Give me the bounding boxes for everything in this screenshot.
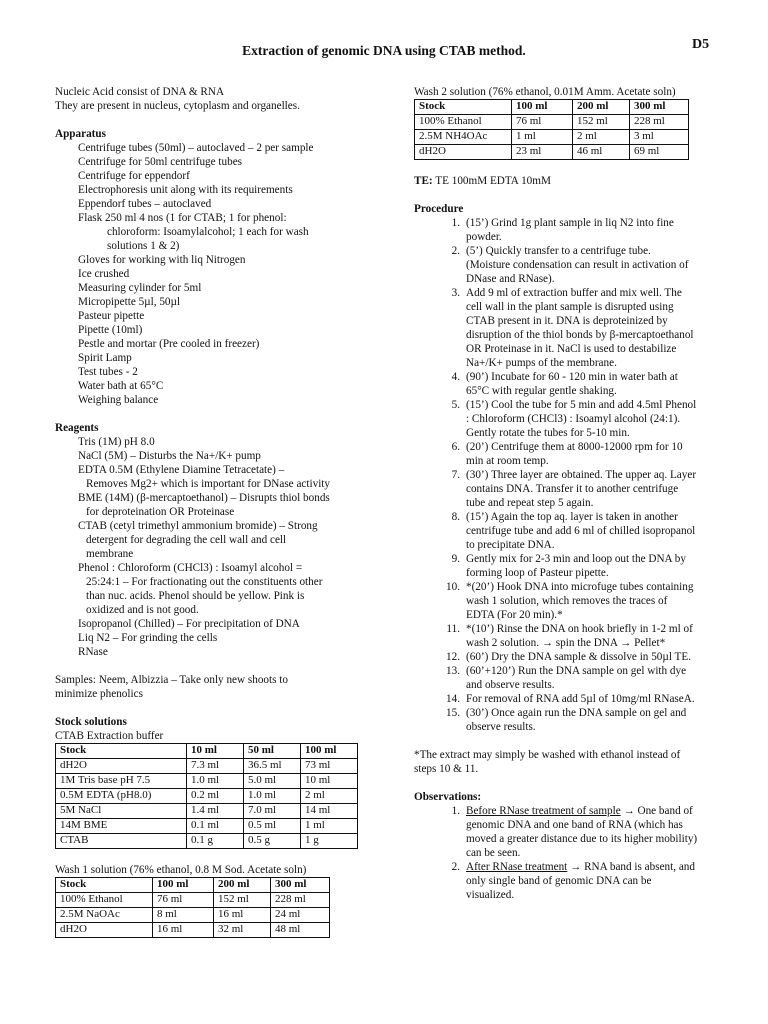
observation-item: [414, 860, 730, 902]
step-text: [466, 664, 730, 692]
list-item: Electrophoresis unit along with its requirements: [78, 184, 293, 196]
step-text: [466, 468, 730, 510]
intro-line: Nucleic Acid consist of DNA & RNA: [55, 86, 225, 98]
table-cell: 16 ml: [214, 908, 271, 923]
table-cell: 1.0 ml: [187, 774, 244, 789]
step-number: 15.: [446, 707, 460, 719]
step-line: (90’) Incubate for 60 - 120 min in water bath at: [466, 371, 678, 383]
list-item: Pipette (10ml): [78, 324, 143, 336]
step-number: 12.: [446, 651, 460, 663]
step-number: 10.: [446, 581, 460, 593]
table-cell: 0.5M EDTA (pH8.0): [56, 789, 187, 804]
table-row: [56, 819, 358, 834]
table-row: [415, 100, 689, 115]
list-item: detergent for degrading the cell wall and cell: [86, 534, 287, 546]
step-line: OR Proteinase in it. NaCl is used to destabilize: [466, 343, 677, 355]
step-line: DNase and RNase).: [466, 273, 555, 285]
table-cell: 100 ml: [301, 744, 358, 759]
step-line: Gently mix for 2-3 min and loop out the DNA by: [466, 553, 686, 565]
step-number: 5.: [451, 399, 460, 411]
list-item: Removes Mg2+ which is important for DNase activity: [86, 478, 331, 490]
table-row: [415, 115, 689, 130]
list-item: solutions 1 & 2): [107, 240, 180, 252]
observations-list: [414, 804, 730, 902]
table-cell: 2.5M NaOAc: [56, 908, 153, 923]
observation-line-text: can be seen.: [466, 847, 521, 859]
reagents-heading: Reagents: [55, 422, 99, 434]
step-number: 4.: [451, 371, 460, 383]
observation-line: [466, 846, 730, 860]
step-line: 65°C with regular gentle shaking.: [466, 385, 617, 397]
step-line: min at room temp.: [466, 455, 549, 467]
step-line: (15’) Grind 1g plant sample in liq N2 into fine: [466, 217, 674, 229]
table-cell: 2.5M NH4OAc: [415, 130, 512, 145]
table-cell: 36.5 ml: [244, 759, 301, 774]
samples-line: Samples: Neem, Albizzia – Take only new shoots to: [55, 674, 288, 686]
step-number: 8.: [451, 511, 460, 523]
table-row: [56, 744, 358, 759]
observation-line-text: visualized.: [466, 889, 515, 901]
list-item: Centrifuge for eppendorf: [78, 170, 190, 182]
list-item: Centrifuge for 50ml centrifuge tubes: [78, 156, 243, 168]
observation-number: 2.: [451, 861, 460, 873]
table-cell: 1 ml: [512, 130, 573, 145]
observation-line: [466, 804, 730, 818]
table-cell: 32 ml: [214, 923, 271, 938]
step-line: CTAB present in it. DNA is deproteinized by: [466, 315, 668, 327]
left-column: [55, 85, 375, 938]
step-line: cell wall in the plant sample is disrupted using: [466, 301, 674, 313]
step-line: Add 9 ml of extraction buffer and mix well. The: [466, 287, 682, 299]
list-item: Phenol : Chloroform (CHCl3) : Isoamyl alcohol =: [78, 562, 303, 574]
step-number: 9.: [451, 553, 460, 565]
table-row: [56, 908, 330, 923]
step-line: Gently rotate the tubes for 5-10 min.: [466, 427, 630, 439]
procedure-list: [414, 216, 730, 734]
ctab-caption: CTAB Extraction buffer: [55, 730, 164, 742]
step-text: [466, 510, 730, 552]
procedure-step: [414, 216, 730, 244]
table-cell: 23 ml: [512, 145, 573, 160]
table-row: [56, 774, 358, 789]
list-item: Isopropanol (Chilled) – For precipitation of DNA: [78, 618, 300, 630]
table-cell: 5.0 ml: [244, 774, 301, 789]
step-line: (5’) Quickly transfer to a centrifuge tube.: [466, 245, 651, 257]
step-line: observe results.: [466, 721, 536, 733]
step-line: wash 2 solution. → spin the DNA → Pellet*: [466, 637, 666, 649]
list-item: RNase: [78, 646, 108, 658]
observation-text: [466, 804, 730, 860]
procedure-step: [414, 398, 730, 440]
list-item: Centrifuge tubes (50ml) – autoclaved – 2 per sample: [78, 142, 314, 154]
observation-text: [466, 860, 730, 902]
procedure-step: [414, 552, 730, 580]
table-cell: 10 ml: [187, 744, 244, 759]
step-line: (30’) Once again run the DNA sample on gel and: [466, 707, 687, 719]
observation-line-text: → One band of: [620, 805, 693, 817]
step-text: [466, 622, 730, 650]
list-item: Micropipette 5µl, 50µl: [78, 296, 181, 308]
list-item: Pasteur pipette: [78, 310, 145, 322]
table-cell: Stock: [415, 100, 512, 115]
table-cell: 5M NaCl: [56, 804, 187, 819]
table-cell: 76 ml: [153, 893, 214, 908]
list-item: chloroform: Isoamylalcohol; 1 each for wash: [107, 226, 309, 238]
table-cell: dH2O: [415, 145, 512, 160]
step-line: (15’) Cool the tube for 5 min and add 4.5ml Phenol: [466, 399, 697, 411]
procedure-step: [414, 664, 730, 692]
list-item: NaCl (5M) – Disturbs the Na+/K+ pump: [78, 450, 261, 462]
observation-line-text: only single band of genomic DNA can be: [466, 875, 652, 887]
table-cell: 0.1 ml: [187, 819, 244, 834]
step-line: (60’) Dry the DNA sample & dissolve in 50µl TE.: [466, 651, 691, 663]
table-row: [56, 878, 330, 893]
step-number: 11.: [446, 623, 460, 635]
step-line: *(10’) Rinse the DNA on hook briefly in 1-2 ml of: [466, 623, 693, 635]
procedure-step: [414, 510, 730, 552]
list-item: membrane: [86, 548, 134, 560]
wash1-table: [55, 877, 330, 938]
table-cell: 2 ml: [573, 130, 630, 145]
table-cell: 100% Ethanol: [56, 893, 153, 908]
procedure-step: [414, 286, 730, 370]
table-cell: 14 ml: [301, 804, 358, 819]
list-item: Eppendorf tubes – autoclaved: [78, 198, 212, 210]
te-label: TE:: [414, 175, 433, 187]
step-number: 7.: [451, 469, 460, 481]
procedure-step: [414, 706, 730, 734]
table-cell: dH2O: [56, 923, 153, 938]
list-item: Spirit Lamp: [78, 352, 132, 364]
table-cell: CTAB: [56, 834, 187, 849]
table-row: [415, 145, 689, 160]
list-item: Water bath at 65°C: [78, 380, 164, 392]
table-cell: 152 ml: [214, 893, 271, 908]
footnote-line: steps 10 & 11.: [414, 763, 479, 775]
step-text: [466, 580, 730, 622]
list-item: oxidized and is not good.: [86, 604, 199, 616]
list-item: Gloves for working with liq Nitrogen: [78, 254, 246, 266]
procedure-step: [414, 622, 730, 650]
step-text: [466, 398, 730, 440]
observation-line-text: moved a greater distance due to its higher mobility): [466, 833, 698, 845]
list-item: Weighing balance: [78, 394, 159, 406]
samples-line: minimize phenolics: [55, 688, 143, 700]
step-line: : Chloroform (CHCl3) : Isoamyl alcohol (24:1).: [466, 413, 681, 425]
step-line: (20’) Centrifuge them at 8000-12000 rpm for 10: [466, 441, 683, 453]
step-line: (Moisture condensation can result in activation of: [466, 259, 689, 271]
table-cell: 24 ml: [271, 908, 330, 923]
table-cell: 300 ml: [271, 878, 330, 893]
list-item: EDTA 0.5M (Ethylene Diamine Tetracetate) –: [78, 464, 285, 476]
table-cell: 200 ml: [214, 878, 271, 893]
step-text: [466, 244, 730, 286]
table-cell: 14M BME: [56, 819, 187, 834]
table-cell: 69 ml: [630, 145, 689, 160]
table-cell: 1 ml: [301, 819, 358, 834]
step-text: [466, 370, 730, 398]
table-row: [56, 804, 358, 819]
step-line: EDTA (For 20 min).*: [466, 609, 563, 621]
step-number: 14.: [446, 693, 460, 705]
table-cell: 200 ml: [573, 100, 630, 115]
observations-heading: Observations:: [414, 791, 482, 803]
table-cell: 46 ml: [573, 145, 630, 160]
table-cell: Stock: [56, 878, 153, 893]
footnote-line: *The extract may simply be washed with ethanol instead of: [414, 749, 681, 761]
step-line: and observe results.: [466, 679, 555, 691]
list-item: Test tubes - 2: [78, 366, 138, 378]
table-row: [415, 130, 689, 145]
step-text: [466, 692, 730, 706]
table-cell: 1M Tris base pH 7.5: [56, 774, 187, 789]
list-item: Pestle and mortar (Pre cooled in freezer): [78, 338, 260, 350]
step-number: 1.: [451, 217, 460, 229]
observation-line: [466, 874, 730, 888]
list-item: Flask 250 ml 4 nos (1 for CTAB; 1 for phenol:: [78, 212, 287, 224]
step-text: [466, 286, 730, 370]
observation-line: [466, 818, 730, 832]
observation-line-text: → RNA band is absent, and: [567, 861, 695, 873]
procedure-step: [414, 468, 730, 510]
table-row: [56, 789, 358, 804]
table-cell: 152 ml: [573, 115, 630, 130]
table-cell: 10 ml: [301, 774, 358, 789]
table-cell: 0.5 ml: [244, 819, 301, 834]
table-row: [56, 893, 330, 908]
table-cell: 8 ml: [153, 908, 214, 923]
table-cell: Stock: [56, 744, 187, 759]
list-item: Ice crushed: [78, 268, 130, 280]
document-title: Extraction of genomic DNA using CTAB method.: [242, 43, 526, 58]
step-number: 13.: [446, 665, 460, 677]
step-line: wash 1 solution, which removes the traces of: [466, 595, 668, 607]
table-cell: 16 ml: [153, 923, 214, 938]
step-line: forming loop of Pasteur pipette.: [466, 567, 609, 579]
list-item: Liq N2 – For grinding the cells: [78, 632, 218, 644]
table-cell: 0.2 ml: [187, 789, 244, 804]
document-code: D5: [692, 37, 710, 52]
list-item: Tris (1M) pH 8.0: [78, 436, 155, 448]
step-line: (60’+120’) Run the DNA sample on gel with dye: [466, 665, 687, 677]
table-cell: dH2O: [56, 759, 187, 774]
step-number: 2.: [451, 245, 460, 257]
wash1-caption: Wash 1 solution (76% ethanol, 0.8 M Sod. Acetate soln): [55, 864, 307, 876]
procedure-step: [414, 244, 730, 286]
step-line: to precipitate DNA.: [466, 539, 555, 551]
list-item: than nuc. acids. Phenol should be yellow. Pink is: [86, 590, 305, 602]
table-cell: 76 ml: [512, 115, 573, 130]
procedure-step: [414, 692, 730, 706]
list-item: Measuring cylinder for 5ml: [78, 282, 202, 294]
step-line: Na+/K+ pumps of the membrane.: [466, 357, 617, 369]
step-text: [466, 650, 730, 664]
observation-item: [414, 804, 730, 860]
step-text: [466, 440, 730, 468]
step-line: disruption of the thiol bonds by β-mercaptoethanol: [466, 329, 694, 341]
table-cell: 1.0 ml: [244, 789, 301, 804]
observation-number: 1.: [451, 805, 460, 817]
list-item: 25:24:1 – For fractionating out the constituents other: [86, 576, 323, 588]
table-cell: 3 ml: [630, 130, 689, 145]
table-cell: 100 ml: [153, 878, 214, 893]
table-cell: 300 ml: [630, 100, 689, 115]
procedure-heading: Procedure: [414, 203, 464, 215]
step-text: [466, 216, 730, 244]
wash2-table: [414, 99, 689, 160]
table-cell: 7.3 ml: [187, 759, 244, 774]
table-cell: 1 g: [301, 834, 358, 849]
step-line: contains DNA. Transfer it to another centrifuge: [466, 483, 679, 495]
list-item: CTAB (cetyl trimethyl ammonium bromide) – Strong: [78, 520, 318, 532]
table-row: [56, 759, 358, 774]
table-cell: 2 ml: [301, 789, 358, 804]
te-line: [414, 174, 730, 188]
step-line: For removal of RNA add 5µl of 10mg/ml RNaseA.: [466, 693, 695, 705]
step-line: tube and repeat step 5 again.: [466, 497, 594, 509]
table-cell: 228 ml: [630, 115, 689, 130]
procedure-step: [414, 440, 730, 468]
step-text: [466, 552, 730, 580]
observation-line-text: genomic DNA and one band of RNA (which has: [466, 819, 683, 831]
table-cell: 228 ml: [271, 893, 330, 908]
procedure-step: [414, 650, 730, 664]
table-cell: 0.5 g: [244, 834, 301, 849]
step-line: *(20’) Hook DNA into microfuge tubes containing: [466, 581, 694, 593]
step-number: 6.: [451, 441, 460, 453]
table-cell: 1.4 ml: [187, 804, 244, 819]
reagents-list: [55, 435, 375, 659]
table-cell: 48 ml: [271, 923, 330, 938]
observation-label: After RNase treatment: [466, 861, 568, 873]
table-cell: 100 ml: [512, 100, 573, 115]
step-number: 3.: [451, 287, 460, 299]
table-row: [56, 923, 330, 938]
procedure-step: [414, 370, 730, 398]
table-cell: 0.1 g: [187, 834, 244, 849]
stock-solutions-heading: Stock solutions: [55, 716, 127, 728]
ctab-table: [55, 743, 358, 849]
apparatus-list: [55, 141, 375, 407]
step-line: powder.: [466, 231, 502, 243]
step-line: (30’) Three layer are obtained. The upper aq. Layer: [466, 469, 697, 481]
step-line: (15’) Again the top aq. layer is taken in another: [466, 511, 678, 523]
step-text: [466, 706, 730, 734]
observation-line: [466, 832, 730, 846]
wash2-caption: Wash 2 solution (76% ethanol, 0.01M Amm. Acetate soln): [414, 86, 676, 98]
table-row: [56, 834, 358, 849]
observation-line: [466, 860, 730, 874]
table-cell: 50 ml: [244, 744, 301, 759]
intro-line: They are present in nucleus, cytoplasm and organelles.: [55, 100, 300, 112]
table-cell: 7.0 ml: [244, 804, 301, 819]
step-line: centrifuge tube and add 6 ml of chilled isopropanol: [466, 525, 696, 537]
te-value: TE 100mM EDTA 10mM: [435, 175, 551, 187]
observation-label: Before RNase treatment of sample: [466, 805, 621, 817]
table-cell: 73 ml: [301, 759, 358, 774]
observation-line: [466, 888, 730, 902]
apparatus-heading: Apparatus: [55, 128, 106, 140]
list-item: BME (14M) (β-mercaptoethanol) – Disrupts thiol bonds: [78, 492, 330, 504]
list-item: for deproteination OR Proteinase: [86, 506, 235, 518]
right-column: [414, 85, 730, 902]
table-cell: 100% Ethanol: [415, 115, 512, 130]
procedure-step: [414, 580, 730, 622]
